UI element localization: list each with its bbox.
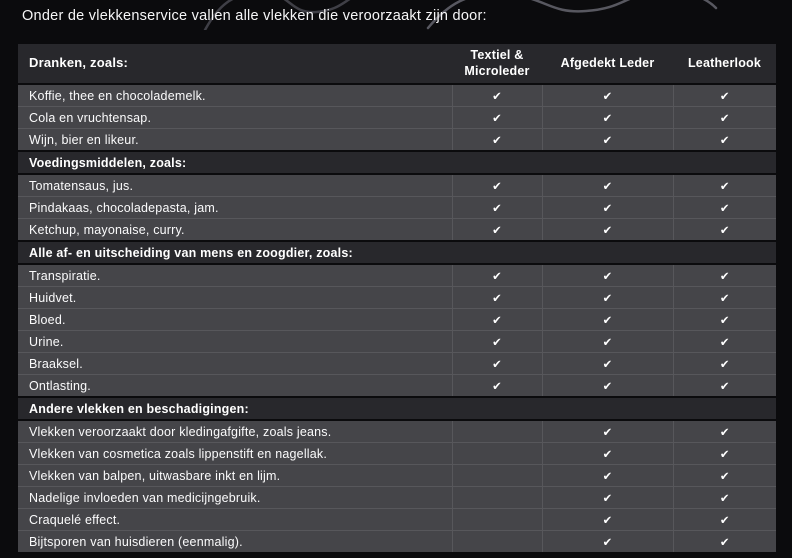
check-cell <box>542 287 673 309</box>
table-row <box>18 353 776 375</box>
table-row <box>18 420 776 443</box>
check-cell <box>542 174 673 197</box>
check-icon: ✔ <box>602 110 613 125</box>
check-cell <box>673 129 776 152</box>
check-icon: ✔ <box>719 424 730 439</box>
check-icon: ✔ <box>492 110 502 125</box>
check-icon: ✔ <box>492 178 502 193</box>
check-cell <box>452 107 542 129</box>
section-header-row <box>18 397 776 420</box>
check-cell <box>673 531 776 553</box>
check-cell <box>452 219 542 242</box>
check-icon: ✔ <box>719 334 730 349</box>
check-icon: ✔ <box>719 512 730 527</box>
check-cell <box>452 375 542 398</box>
section-header-row <box>18 151 776 174</box>
stain-service-table <box>18 44 776 552</box>
check-cell <box>452 331 542 353</box>
table-row <box>18 375 776 398</box>
check-icon: ✔ <box>492 290 502 305</box>
check-icon: ✔ <box>602 178 613 193</box>
check-cell <box>452 353 542 375</box>
check-icon: ✔ <box>602 468 613 483</box>
row-label: Vlekken van cosmetica zoals lippenstift en nagellak. <box>18 443 452 465</box>
row-label: Transpiratie. <box>18 264 452 287</box>
check-icon: ✔ <box>602 356 613 371</box>
row-label: Koffie, thee en chocolademelk. <box>18 84 452 107</box>
check-cell <box>542 264 673 287</box>
check-icon: ✔ <box>602 222 613 237</box>
check-cell <box>542 197 673 219</box>
empty-cell <box>452 509 542 531</box>
check-icon: ✔ <box>492 356 502 371</box>
row-label: Wijn, bier en likeur. <box>18 129 452 152</box>
row-label: Nadelige invloeden van medicijngebruik. <box>18 487 452 509</box>
table-row <box>18 264 776 287</box>
check-icon: ✔ <box>492 200 502 215</box>
empty-cell <box>452 420 542 443</box>
check-cell <box>542 443 673 465</box>
section-header-label: Alle af- en uitscheiding van mens en zoogdier, zoals: <box>18 241 776 264</box>
table-row <box>18 107 776 129</box>
check-cell <box>673 84 776 107</box>
check-icon: ✔ <box>492 132 502 147</box>
table-row <box>18 465 776 487</box>
check-cell <box>673 465 776 487</box>
column-header-textiel-microleder: Textiel & Microleder <box>452 44 542 84</box>
check-cell <box>542 487 673 509</box>
check-cell <box>542 129 673 152</box>
check-cell <box>673 375 776 398</box>
column-header-leatherlook: Leatherlook <box>673 44 776 84</box>
check-cell <box>673 219 776 242</box>
row-label: Vlekken van balpen, uitwasbare inkt en lijm. <box>18 465 452 487</box>
column-header-afgedekt-leder: Afgedekt Leder <box>542 44 673 84</box>
table-row <box>18 531 776 553</box>
row-label: Ontlasting. <box>18 375 452 398</box>
check-cell <box>542 331 673 353</box>
check-icon: ✔ <box>492 268 502 283</box>
row-label: Tomatensaus, jus. <box>18 174 452 197</box>
check-icon: ✔ <box>719 178 730 193</box>
check-cell <box>673 264 776 287</box>
check-cell <box>673 420 776 443</box>
check-cell <box>542 107 673 129</box>
check-icon: ✔ <box>492 312 502 327</box>
check-cell <box>673 353 776 375</box>
check-icon: ✔ <box>602 88 613 103</box>
check-cell <box>542 84 673 107</box>
row-label: Urine. <box>18 331 452 353</box>
table-header <box>18 44 776 84</box>
check-icon: ✔ <box>602 290 613 305</box>
check-icon: ✔ <box>602 446 613 461</box>
table-row <box>18 129 776 152</box>
check-cell <box>542 465 673 487</box>
table-row <box>18 84 776 107</box>
check-icon: ✔ <box>602 512 613 527</box>
check-icon: ✔ <box>719 88 730 103</box>
check-cell <box>452 197 542 219</box>
check-icon: ✔ <box>719 378 730 393</box>
check-cell <box>452 84 542 107</box>
check-cell <box>673 197 776 219</box>
table-body <box>18 84 776 552</box>
check-icon: ✔ <box>719 132 730 147</box>
row-label: Huidvet. <box>18 287 452 309</box>
table-row <box>18 309 776 331</box>
check-cell <box>673 443 776 465</box>
row-label: Vlekken veroorzaakt door kledingafgifte, zoals jeans. <box>18 420 452 443</box>
check-cell <box>452 264 542 287</box>
check-icon: ✔ <box>492 378 502 393</box>
table-header-row <box>18 44 776 84</box>
check-icon: ✔ <box>602 334 613 349</box>
check-cell <box>452 287 542 309</box>
check-icon: ✔ <box>602 534 613 549</box>
table-row <box>18 219 776 242</box>
table-row <box>18 509 776 531</box>
table-row <box>18 197 776 219</box>
check-icon: ✔ <box>602 378 613 393</box>
table-row <box>18 443 776 465</box>
check-icon: ✔ <box>719 356 730 371</box>
header-label-dranken: Dranken, zoals: <box>18 44 452 84</box>
section-header-label: Voedingsmiddelen, zoals: <box>18 151 776 174</box>
table-row <box>18 331 776 353</box>
section-header-label: Andere vlekken en beschadigingen: <box>18 397 776 420</box>
check-icon: ✔ <box>602 268 613 283</box>
intro-text: Onder de vlekkenservice vallen alle vlekken die veroorzaakt zijn door: <box>22 8 487 24</box>
row-label: Pindakaas, chocoladepasta, jam. <box>18 197 452 219</box>
check-cell <box>673 174 776 197</box>
check-icon: ✔ <box>602 424 613 439</box>
empty-cell <box>452 487 542 509</box>
check-cell <box>542 309 673 331</box>
check-icon: ✔ <box>719 312 730 327</box>
check-cell <box>542 375 673 398</box>
check-icon: ✔ <box>719 200 730 215</box>
table-row <box>18 287 776 309</box>
check-cell <box>542 353 673 375</box>
check-icon: ✔ <box>602 132 613 147</box>
row-label: Cola en vruchtensap. <box>18 107 452 129</box>
check-icon: ✔ <box>719 290 730 305</box>
row-label: Braaksel. <box>18 353 452 375</box>
check-cell <box>673 331 776 353</box>
row-label: Ketchup, mayonaise, curry. <box>18 219 452 242</box>
check-icon: ✔ <box>719 490 730 505</box>
empty-cell <box>452 465 542 487</box>
check-icon: ✔ <box>719 222 730 237</box>
row-label: Craquelé effect. <box>18 509 452 531</box>
check-icon: ✔ <box>602 200 613 215</box>
check-cell <box>673 509 776 531</box>
check-icon: ✔ <box>719 468 730 483</box>
check-icon: ✔ <box>602 490 613 505</box>
check-cell <box>673 287 776 309</box>
check-cell <box>542 509 673 531</box>
check-icon: ✔ <box>719 268 730 283</box>
check-cell <box>452 309 542 331</box>
empty-cell <box>452 531 542 553</box>
table-row <box>18 487 776 509</box>
table-row <box>18 174 776 197</box>
check-icon: ✔ <box>492 222 502 237</box>
check-cell <box>452 174 542 197</box>
check-icon: ✔ <box>719 534 730 549</box>
row-label: Bloed. <box>18 309 452 331</box>
check-cell <box>542 219 673 242</box>
check-cell <box>673 309 776 331</box>
check-cell <box>542 420 673 443</box>
check-icon: ✔ <box>719 110 730 125</box>
row-label: Bijtsporen van huisdieren (eenmalig). <box>18 531 452 553</box>
check-icon: ✔ <box>492 88 502 103</box>
empty-cell <box>452 443 542 465</box>
check-icon: ✔ <box>602 312 613 327</box>
check-icon: ✔ <box>492 334 502 349</box>
check-icon: ✔ <box>719 446 730 461</box>
check-cell <box>673 487 776 509</box>
check-cell <box>542 531 673 553</box>
section-header-row <box>18 241 776 264</box>
check-cell <box>673 107 776 129</box>
check-cell <box>452 129 542 152</box>
